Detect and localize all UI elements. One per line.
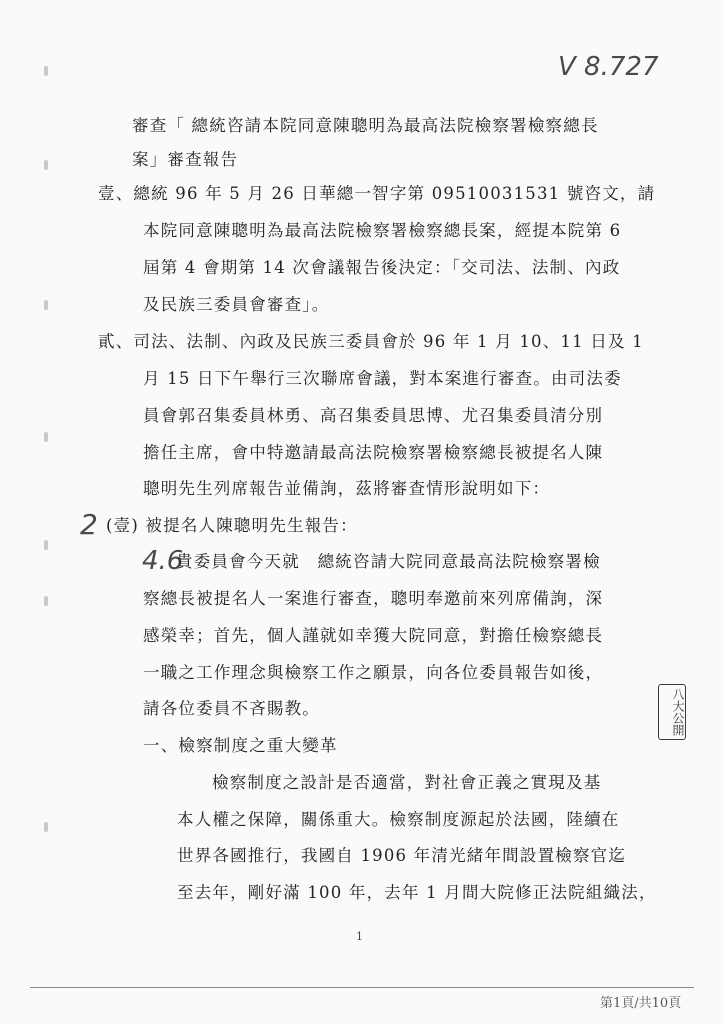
punch-mark <box>44 66 48 76</box>
footer-divider <box>30 987 694 988</box>
part1-heading: 一、檢察制度之重大變革 <box>143 736 338 755</box>
part1-line-1: 檢察制度之設計是否適當，對社會正義之實現及基 <box>212 773 602 792</box>
section2-line-3: 員會郭召集委員林勇、高召集委員思博、尤召集委員清分別 <box>143 406 604 425</box>
handwritten-annotation-2: 2 <box>80 508 98 541</box>
part1-line-3: 世界各國推行，我國自 1906 年清光緒年間設置檢察官迄 <box>177 846 627 865</box>
subsection1-line-3: 感榮幸；首先，個人謹就如幸獲大院同意，對擔任檢察總長 <box>143 626 604 645</box>
section1-line-1: 壹、總統 96 年 5 月 26 日華總一智字第 09510031531 號咨文，請 <box>98 184 656 203</box>
section2-line-1: 貳、司法、法制、內政及民族三委員會於 96 年 1 月 10、11 日及 1 <box>98 332 644 351</box>
title-line-1: 審查「 總統咨請本院同意陳聰明為最高法院檢察署檢察總長 <box>132 116 599 135</box>
subsection1-line-2: 察總長被提名人一案進行審查，聰明奉邀前來列席備詢，深 <box>143 589 604 608</box>
punch-mark <box>44 432 48 442</box>
section1-line-3: 屆第 4 會期第 14 次會議報告後決定：「交司法、法制、內政 <box>143 258 621 277</box>
part1-line-4: 至去年，剛好滿 100 年，去年 1 月間大院修正法院組織法， <box>177 883 657 902</box>
section1-line-2: 本院同意陳聰明為最高法院檢察署檢察總長案，經提本院第 6 <box>143 221 622 240</box>
section2-line-2: 月 15 日下午舉行三次聯席會議，對本案進行審查。由司法委 <box>143 369 622 388</box>
handwritten-annotation-top: V 8.727 <box>558 52 659 82</box>
punch-mark <box>44 540 48 550</box>
subsection1-line-4: 一職之工作理念與檢察工作之願景，向各位委員報告如後， <box>143 663 604 682</box>
handwritten-annotation-46: 4.6 <box>142 546 184 576</box>
subsection1-line-5: 請各位委員不吝賜教。 <box>143 699 320 718</box>
footer-page-count: 第1頁/共10頁 <box>600 996 682 1011</box>
punch-mark <box>44 160 48 170</box>
title-line-2: 案」審查報告 <box>132 150 239 169</box>
part1-line-2: 本人權之保障，關係重大。檢察制度源起於法國，陸續在 <box>177 810 620 829</box>
page-number: 1 <box>356 930 363 943</box>
section1-line-4: 及民族三委員會審查」。 <box>143 295 330 314</box>
section2-line-5: 聰明先生列席報告並備詢，茲將審查情形說明如下： <box>143 479 551 498</box>
punch-mark <box>44 596 48 606</box>
punch-mark <box>44 300 48 310</box>
subsection1-line-1: 貴委員會今天就 總統咨請大院同意最高法院檢察署檢 <box>176 552 601 571</box>
seal-stamp: 八大公開 <box>658 684 686 740</box>
section2-line-4: 擔任主席，會中特邀請最高法院檢察署檢察總長被提名人陳 <box>143 443 604 462</box>
punch-mark <box>44 822 48 832</box>
subsection1-heading: (壹) 被提名人陳聰明先生報告： <box>106 516 358 535</box>
